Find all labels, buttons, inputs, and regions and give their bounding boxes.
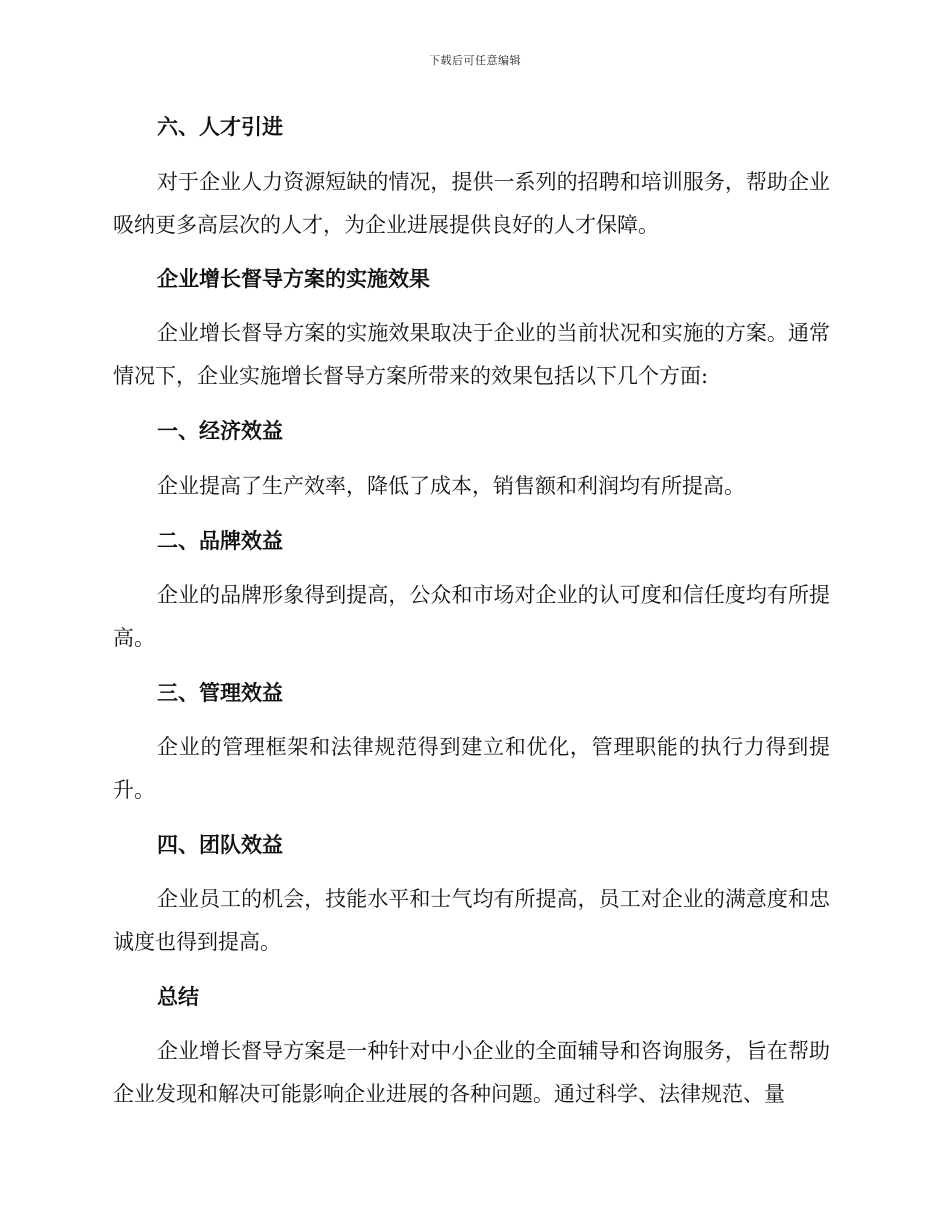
section-paragraph-brand: 企业的品牌形象得到提高，公众和市场对企业的认可度和信任度均有所提高。	[113, 583, 830, 650]
section-heading-economic: 一、经济效益	[157, 419, 283, 443]
section-heading-talent: 六、人才引进	[157, 115, 283, 139]
section-paragraph-effects: 企业增长督导方案的实施效果取决于企业的当前状况和实施的方案。通常情况下，企业实施增长督导方案所带来的效果包括以下几个方面:	[113, 321, 830, 388]
section-heading-brand: 二、品牌效益	[157, 529, 283, 553]
section-heading-summary: 总结	[157, 985, 199, 1009]
section-paragraph-economic: 企业提高了生产效率，降低了成本，销售额和利润均有所提高。	[157, 474, 745, 498]
section-heading-team: 四、团队效益	[157, 833, 283, 857]
section-paragraph-summary: 企业增长督导方案是一种针对中小企业的全面辅导和咨询服务，旨在帮助企业发现和解决可能影响企业进展的各种问题。通过科学、法律规范、量	[113, 1039, 830, 1106]
section-paragraph-talent: 对于企业人力资源短缺的情况，提供一系列的招聘和培训服务，帮助企业吸纳更多高层次的人才，为企业进展提供良好的人才保障。	[113, 170, 830, 237]
section-paragraph-team: 企业员工的机会，技能水平和士气均有所提高，员工对企业的满意度和忠诚度也得到提高。	[113, 887, 830, 954]
section-paragraph-management: 企业的管理框架和法律规范得到建立和优化，管理职能的执行力得到提升。	[113, 735, 830, 802]
page-header: 下载后可任意编辑	[429, 54, 521, 67]
section-heading-management: 三、管理效益	[157, 681, 283, 705]
section-heading-effects: 企业增长督导方案的实施效果	[157, 267, 430, 291]
